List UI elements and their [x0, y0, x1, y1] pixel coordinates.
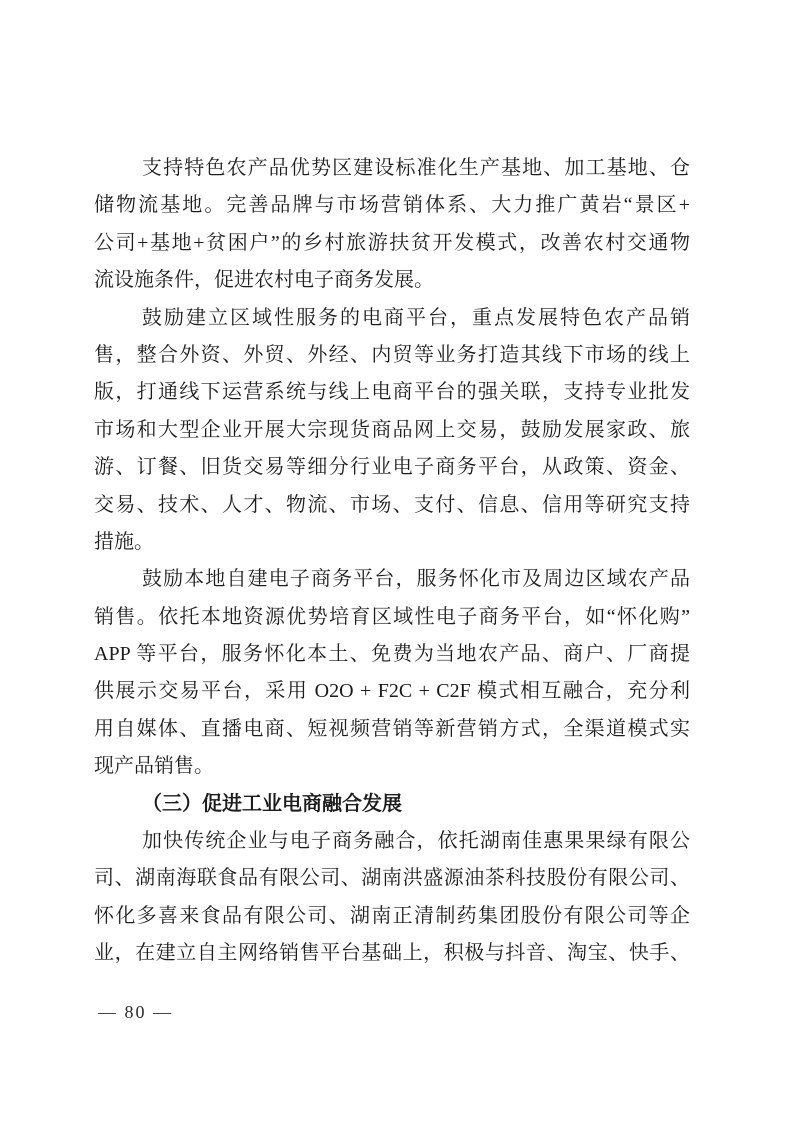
text-line: 用自媒体、直播电商、短视频营销等新营销方式，全渠道模式实 — [94, 717, 690, 740]
text-line: 供展示交易平台，采用 O2O + F2C + C2F 模式相互融合，充分利 — [94, 680, 690, 703]
page-number: — 80 — — [98, 1002, 173, 1022]
text-line: 交易、技术、人才、物流、市场、支付、信息、信用等研究支持 — [94, 493, 690, 516]
text-line: （三）促进工业电商融合发展 — [142, 792, 402, 815]
paragraph-1 — [94, 150, 690, 300]
text-line: 司、湖南海联食品有限公司、湖南洪盛源油茶科技股份有限公司、 — [94, 867, 690, 890]
text-line: 业，在建立自主网络销售平台基础上，积极与抖音、淘宝、快手、 — [94, 942, 690, 965]
text-line: 加快传统企业与电子商务融合，依托湖南佳惠果果绿有限公 — [142, 830, 690, 853]
text-line: 鼓励本地自建电子商务平台，服务怀化市及周边区域农产品 — [142, 568, 690, 591]
text-line: 现产品销售。 — [94, 755, 214, 778]
text-line: 公司+基地+贫困户”的乡村旅游扶贫开发模式，改善农村交通物 — [94, 231, 690, 254]
text-line: 怀化多喜来食品有限公司、湖南正清制药集团股份有限公司等企 — [94, 904, 690, 927]
document-body — [94, 150, 690, 973]
text-line: 游、订餐、旧货交易等细分行业电子商务平台，从政策、资金、 — [94, 456, 690, 479]
paragraph-2 — [94, 300, 690, 562]
text-line: 措施。 — [94, 530, 154, 553]
section-heading — [94, 786, 690, 823]
paragraph-3 — [94, 561, 690, 785]
text-line: 销售。依托本地资源优势培育区域性电子商务平台，如“怀化购” — [94, 605, 690, 628]
text-line: 市场和大型企业开展大宗现货商品网上交易，鼓励发展家政、旅 — [94, 418, 690, 441]
text-line: 鼓励建立区域性服务的电商平台，重点发展特色农产品销 — [142, 306, 690, 329]
text-line: 储物流基地。完善品牌与市场营销体系、大力推广黄岩“景区+ — [94, 194, 690, 217]
text-line: APP 等平台，服务怀化本土、免费为当地农产品、商户、厂商提 — [94, 643, 690, 666]
text-line: 流设施条件，促进农村电子商务发展。 — [94, 269, 434, 292]
text-line: 售，整合外资、外贸、外经、内贸等业务打造其线下市场的线上 — [94, 343, 690, 366]
paragraph-4 — [94, 823, 690, 973]
text-line: 支持特色农产品优势区建设标准化生产基地、加工基地、仓 — [142, 157, 690, 179]
text-line: 版，打通线下运营系统与线上电商平台的强关联，支持专业批发 — [94, 381, 690, 404]
